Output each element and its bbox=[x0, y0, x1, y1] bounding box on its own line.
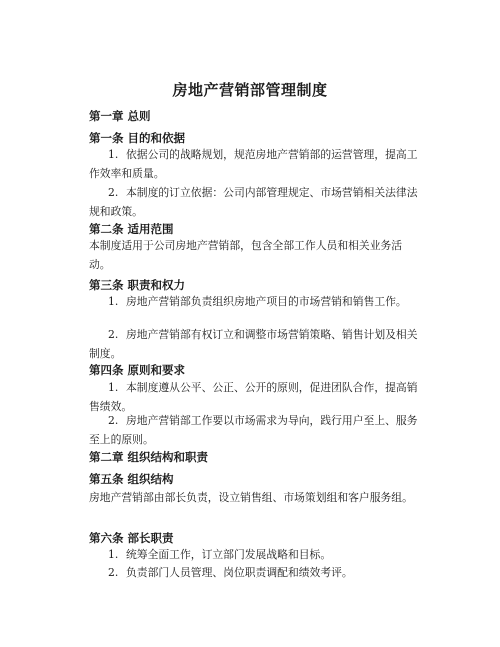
item-text: 房地产营销部工作要以市场需求为导向，践行用户至上、服务至上的原则。 bbox=[89, 414, 418, 446]
article-5-heading: 第五条 组织结构 bbox=[89, 472, 174, 486]
item-text: 本制度遵从公平、公正、公开的原则，促进团队合作，提高销售绩效。 bbox=[89, 381, 418, 413]
article-4-item-2 bbox=[89, 411, 421, 449]
item-number: 2. bbox=[108, 186, 119, 199]
article-3-heading: 第三条 职责和权力 bbox=[89, 278, 186, 292]
article-2-text: 本制度适用于公司房地产营销部，包含全部工作人员和相关业务活动。 bbox=[89, 239, 403, 271]
article-1-item-1 bbox=[89, 145, 421, 183]
article-6-item-1 bbox=[89, 545, 421, 564]
article-6-heading: 第六条 部长职责 bbox=[89, 531, 174, 545]
item-text: 本制度的订立依据：公司内部管理规定、市场营销相关法律法规和政策。 bbox=[89, 186, 418, 218]
item-number: 2. bbox=[108, 566, 119, 579]
article-2-heading: 第二条 适用范围 bbox=[89, 222, 174, 236]
article-1-item-2 bbox=[89, 183, 421, 221]
article-3-item-1 bbox=[89, 292, 421, 311]
article-1-heading: 第一条 目的和依据 bbox=[89, 131, 186, 145]
article-5-text: 房地产营销部由部长负责，设立销售组、市场策划组和客户服务组。 bbox=[89, 491, 413, 504]
item-number: 2. bbox=[108, 414, 119, 427]
chapter-1-heading: 第一章 总则 bbox=[89, 109, 151, 123]
article-6-item-2 bbox=[89, 563, 421, 582]
article-3-item-2 bbox=[89, 325, 421, 363]
item-number: 1. bbox=[108, 381, 119, 394]
item-text: 统筹全面工作，订立部门发展战略和目标。 bbox=[126, 548, 332, 561]
item-text: 依据公司的战略规划，规范房地产营销部的运营管理，提高工作效率和质量。 bbox=[89, 148, 418, 180]
item-number: 1. bbox=[108, 548, 119, 561]
article-4-heading: 第四条 原则和要求 bbox=[89, 363, 186, 377]
item-text: 房地产营销部有权订立和调整市场营销策略、销售计划及相关制度。 bbox=[89, 328, 418, 360]
item-text: 房地产营销部负责组织房地产项目的市场营销和销售工作。 bbox=[126, 295, 407, 308]
item-number: 1. bbox=[108, 148, 119, 161]
item-number: 1. bbox=[108, 295, 119, 308]
chapter-2-heading: 第二章 组织结构和职责 bbox=[89, 450, 209, 464]
document-title: 房地产营销部管理制度 bbox=[172, 81, 328, 99]
item-text: 负责部门人员管理、岗位职责调配和绩效考评。 bbox=[126, 566, 353, 579]
item-number: 2. bbox=[108, 328, 119, 341]
